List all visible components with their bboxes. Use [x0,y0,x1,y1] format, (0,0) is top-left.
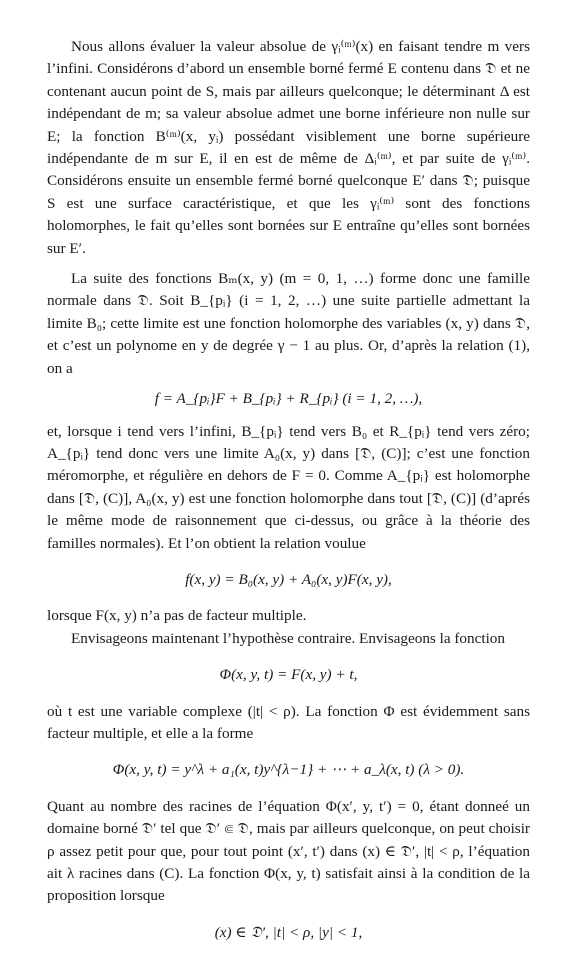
paragraph-2-text: La suite des fonctions Bₘ(x, y) (m = 0, 1, …) forme donc une famille normale dans 𝔇. Soit B_{pᵢ} (i = 1, 2, …) une suite partielle admettant la limite B₀; cette limite est une fonction holomorphe des variables (x, y) dans 𝔇, et c’est un polynome en y de degrée γ − 1 au plus. Or, d’après la relation (1), on a [47,270,530,377]
paragraph-2 [47,268,530,380]
equation-1: f = A_{pᵢ}F + B_{pᵢ} + R_{pᵢ} (i = 1, 2, …), [154,390,423,408]
equation-2: f(x, y) = B₀(x, y) + A₀(x, y)F(x, y), [185,570,392,588]
paragraph-1 [47,36,530,260]
paragraph-5-text: Envisageons maintenant l’hypothèse contraire. Envisageons la fonction [71,629,505,647]
paragraph-5 [47,628,530,650]
paragraph-1-text: Nous allons évaluer la valeur absolue de γᵢ⁽ᵐ⁾(x) en faisant tendre m vers l’infini. Considérons d’abord un ensemble borné fermé E contenu dans 𝔇 et ne contenant aucun point de S, mais par ailleurs quelconque; le déterminant Δ est indépendant de m; sa valeur absolue admet une borne inférieure non nulle sur E; la fonction B⁽ᵐ⁾(x, yᵢ) possédant visiblement une borne supérieure indépendante de m sur E, il en est de même de Δᵢ⁽ᵐ⁾, et par suite de γᵢ⁽ᵐ⁾. Considérons ensuite un ensemble fermé borné quelconque E′ dans 𝔇; puisque S est une surface caractéristique, et que les γᵢ⁽ᵐ⁾ sont des fonctions holomorphes, le fait qu’elles sont bornées sur E entraîne qu’elles sont bornées sur E′. [47,38,530,257]
paragraph-4-text: lorsque F(x, y) n’a pas de facteur multiple. [47,607,307,625]
paragraph-7 [47,796,530,908]
paragraph-3-text: et, lorsque i tend vers l’infini, B_{pᵢ} tend vers B₀ et R_{pᵢ} tend vers zéro; A_{pᵢ} tend donc vers une limite A₀(x, y) dans [𝔇, (C)]; c’est une fonction méromorphe, et régulière en dehors de F = 0. Comme A_{pᵢ} est holomorphe dans [𝔇, (C)], A₀(x, y) est une fonction holomorphe dans tout [𝔇, (C)] (d’aprés le même mode de raisonnement que ci-dessus, ou grâce à la théorie des familles normales). Et l’on obtient la relation voulue [47,422,530,552]
equation-3: Φ(x, y, t) = F(x, y) + t, [219,666,358,684]
paragraph-6 [47,701,530,746]
paragraph-4 [47,605,530,627]
paragraph-6-text: où t est une variable complexe (|t| < ρ). La fonction Φ est évidemment sans facteur multiple, et elle a la forme [47,702,530,742]
equation-4: Φ(x, y, t) = y^λ + a₁(x, t)y^{λ−1} + ⋯ + a_λ(x, t) (λ > 0). [112,761,465,779]
paragraph-3 [47,421,530,555]
paragraph-7-text: Quant au nombre des racines de l’équation Φ(x′, y, t′) = 0, étant donneé un domaine borné 𝔇′ tel que 𝔇′ ⋐ 𝔇, mais par ailleurs quelconque, on peut choisir ρ assez petit pour que, pour tout point (x′, t′) dans (x) ∈ 𝔇′, |t| < ρ, l’équation ait λ racines dans (C). La fonction Φ(x, y, t) satisfait ainsi à la condition de la proposition lorsque [47,797,530,905]
page-content [47,36,530,954]
equation-5: (x) ∈ 𝔇′, |t| < ρ, |y| < 1, [214,923,363,941]
